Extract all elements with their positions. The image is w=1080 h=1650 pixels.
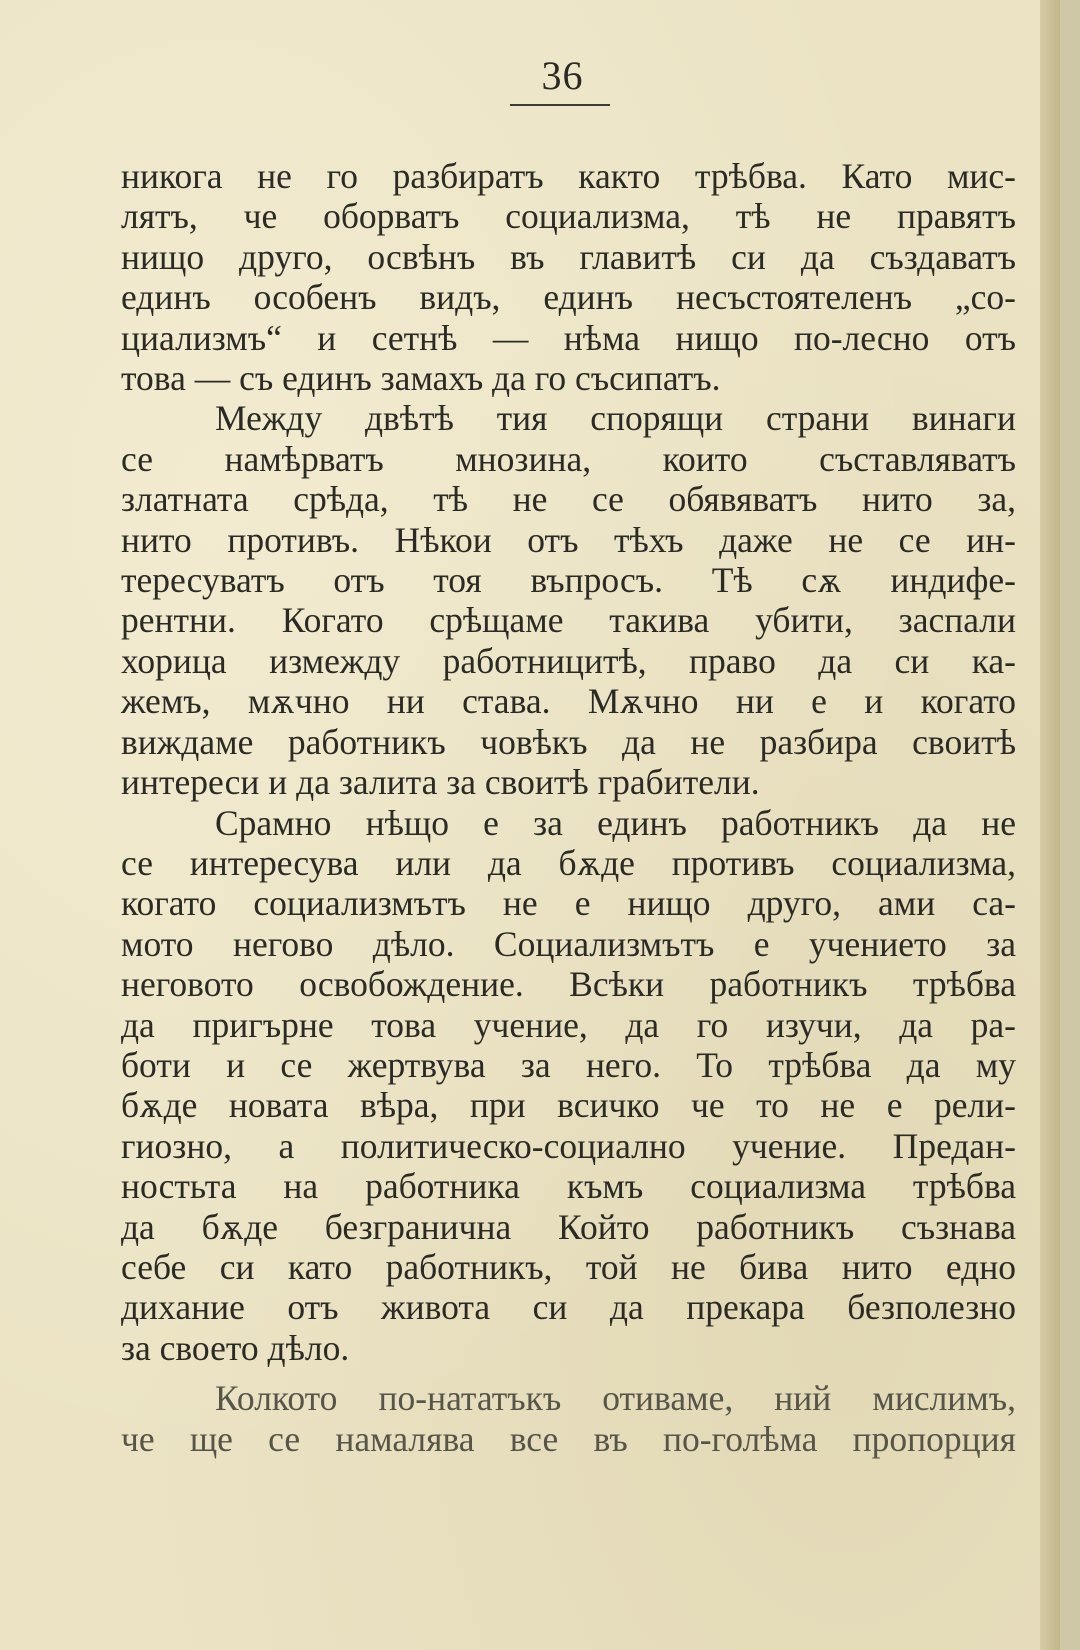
text-line: никога не го разбиратъ както трѣбва. Като мис- xyxy=(121,156,1016,196)
paragraph-1 xyxy=(121,156,1016,398)
text-line: когато социализмътъ не е нищо друго, ами са- xyxy=(121,883,1016,924)
text-line: се интересува или да бѫде противъ социализма, xyxy=(121,842,1016,883)
text-line: себе си като работникъ, той не бива нито едно xyxy=(121,1246,1016,1287)
text-line: Колкото по-нататъкъ отиваме, ний мислимъ, xyxy=(215,1378,1016,1419)
text-line: тересуватъ отъ тоя въпросъ. Тѣ сѫ индифе- xyxy=(121,560,1016,601)
paragraph-4 xyxy=(121,1378,1016,1459)
paragraph-3 xyxy=(121,803,1016,1369)
text-line: единъ особенъ видъ, единъ несъстоятеленъ „со- xyxy=(121,277,1016,318)
text-line: рентни. Когато срѣщаме такива убити, заспали xyxy=(121,600,1016,641)
text-line: неговото освобождение. Всѣки работникъ трѣбва xyxy=(121,964,1016,1005)
text-line: боти и се жертвува за него. То трѣбва да му xyxy=(121,1044,1016,1085)
text-line: ностьта на работника къмъ социализма трѣбва xyxy=(121,1166,1016,1207)
text-line: златната срѣда, тѣ не се обявяватъ нито за, xyxy=(121,479,1016,520)
text-line: циализмъ“ и сетнѣ — нѣма нищо по-лесно отъ xyxy=(121,317,1016,358)
text-line: бѫде новата вѣра, при всичко че то не е рели- xyxy=(121,1085,1016,1126)
text-line: нищо друго, освѣнъ въ главитѣ си да създаватъ xyxy=(121,236,1016,277)
text-line: интереси и да залита за своитѣ грабители. xyxy=(121,762,760,803)
text-line: нито противъ. Нѣкои отъ тѣхъ даже не се ин- xyxy=(121,519,1016,560)
text-line: това — съ единъ замахъ да го съсипатъ. xyxy=(121,358,721,399)
page-number-rule xyxy=(510,104,610,106)
body-text xyxy=(121,156,1016,1459)
text-line: да бѫде безгранична Който работникъ съзнава xyxy=(121,1206,1016,1247)
text-line: мото негово дѣло. Социализмътъ е учението за xyxy=(121,923,1016,964)
text-line: жемъ, мѫчно ни става. Мѫчно ни е и когато xyxy=(121,681,1016,722)
text-line: че ще се намалява все въ по-голѣма пропорция xyxy=(121,1418,1016,1459)
text-line: да пригърне това учение, да го изучи, да ра- xyxy=(121,1004,1016,1045)
text-line: дихание отъ живота си да прекара безполезно xyxy=(121,1287,1016,1328)
text-line: лятъ, че оборватъ социализма, тѣ не правятъ xyxy=(121,196,1016,237)
page-edge xyxy=(1040,0,1060,1650)
text-line: Срамно нѣщо е за единъ работникъ да не xyxy=(215,802,1016,843)
text-line: виждаме работникъ човѣкъ да не разбира своитѣ xyxy=(121,721,1016,762)
text-line: гиозно, а политическо-социално учение. Предан- xyxy=(121,1125,1016,1166)
text-line: хорица измежду работницитѣ, право да си ка- xyxy=(121,640,1016,681)
text-line: се намѣрватъ мнозина, които съставляватъ xyxy=(121,438,1016,479)
paragraph-gap xyxy=(121,1368,1016,1378)
page-number: 36 xyxy=(541,53,584,98)
paragraph-2 xyxy=(121,398,1016,802)
text-line: за своето дѣло. xyxy=(121,1327,350,1368)
text-line: Между двѣтѣ тия спорящи страни винаги xyxy=(215,398,1016,439)
